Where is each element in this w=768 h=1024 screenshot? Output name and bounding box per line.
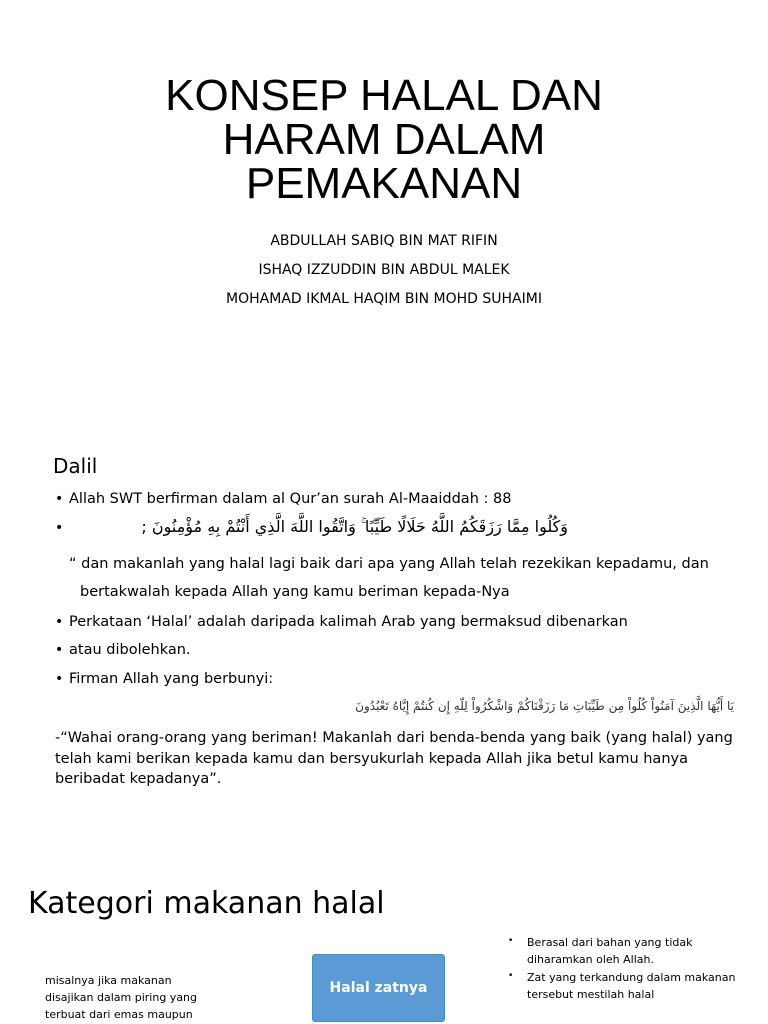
translation-verse-2-line-3: beribadat kepadanya”. bbox=[55, 771, 222, 787]
slide-title-line: PEMAKANAN bbox=[245, 159, 523, 208]
translation-verse-2-line-1: -“Wahai orang-orang yang beriman! Makanlah dari benda-benda yang baik (yang halal) yang bbox=[55, 730, 733, 746]
dalil-slide bbox=[0, 440, 768, 840]
author-list bbox=[0, 230, 768, 317]
dalil-line-firman: Firman Allah yang berbunyi: bbox=[69, 671, 274, 687]
arabic-verse-88: وَكُلُوا مِمَّا رَزَقَكُمُ اللَّهُ حَلَالًا طَيِّبًا ۚ وَاتَّقُوا اللَّهَ الَّذِي أَنْتُمْ بِهِ مُؤْمِنُونَ ; bbox=[141, 517, 568, 536]
bullet-icon: • bbox=[55, 671, 64, 687]
slide-title-line: KONSEP HALAL DAN bbox=[165, 71, 603, 120]
author-name: MOHAMAD IKMAL HAQIM BIN MOHD SUHAIMI bbox=[226, 291, 542, 307]
translation-verse-88-line-2: bertakwalah kepada Allah yang kamu beriman kepada-Nya bbox=[80, 584, 510, 600]
kategori-heading: Kategori makanan halal bbox=[28, 886, 385, 921]
bullet-icon: • bbox=[55, 520, 64, 536]
criteria-bullet-1-line-1: Berasal dari bahan yang tidak bbox=[527, 936, 693, 949]
bullet-icon: • bbox=[508, 936, 514, 946]
translation-verse-2-line-2: telah kami berikan kepada kamu dan bersyukurlah kepada Allah jika betul kamu hanya bbox=[55, 751, 688, 767]
criteria-bullet-2-line-1: Zat yang terkandung dalam makanan bbox=[527, 971, 736, 984]
title-slide bbox=[0, 0, 768, 330]
slide-title-line: HARAM DALAM bbox=[222, 115, 546, 164]
translation-verse-88-line-1: “ dan makanlah yang halal lagi baik dari apa yang Allah telah rezekikan kepadamu, dan bbox=[69, 556, 709, 572]
slide-title bbox=[0, 71, 768, 208]
bullet-icon: • bbox=[55, 491, 64, 507]
author-name: ISHAQ IZZUDDIN BIN ABDUL MALEK bbox=[258, 262, 510, 278]
criteria-bullet-1-line-2: diharamkan oleh Allah. bbox=[527, 953, 654, 966]
dalil-line-surah: Allah SWT berfirman dalam al Qur’an surah Al-Maaiddah : 88 bbox=[69, 491, 512, 507]
bullet-icon: • bbox=[55, 614, 64, 630]
bullet-icon: • bbox=[508, 971, 514, 981]
kategori-slide bbox=[0, 870, 768, 1024]
arabic-verse-baqarah: يَا أَيُّهَا الَّذِينَ آمَنُواْ كُلُواْ مِن طَيِّبَاتِ مَا رَزَقْنَاكُمْ وَاشْكُرُواْ لِلّهِ إِن كُنتُمْ إِيَّاهُ تَعْبُدُونَ bbox=[355, 699, 734, 713]
dalil-line-dibolehkan: atau dibolehkan. bbox=[69, 642, 191, 658]
left-note-line: misalnya jika makanan bbox=[45, 974, 172, 987]
author-name: ABDULLAH SABIQ BIN MAT RIFIN bbox=[270, 233, 498, 249]
dalil-heading: Dalil bbox=[53, 454, 98, 478]
halal-zatnya-box: Halal zatnya bbox=[312, 954, 445, 1022]
criteria-bullet-2-line-2: tersebut mestilah halal bbox=[527, 988, 655, 1001]
bullet-icon: • bbox=[55, 642, 64, 658]
dalil-line-halal-meaning: Perkataan ‘Halal’ adalah daripada kalimah Arab yang bermaksud dibenarkan bbox=[69, 614, 628, 630]
left-note-line: disajikan dalam piring yang bbox=[45, 991, 198, 1004]
left-note-line: terbuat dari emas maupun bbox=[45, 1008, 193, 1021]
